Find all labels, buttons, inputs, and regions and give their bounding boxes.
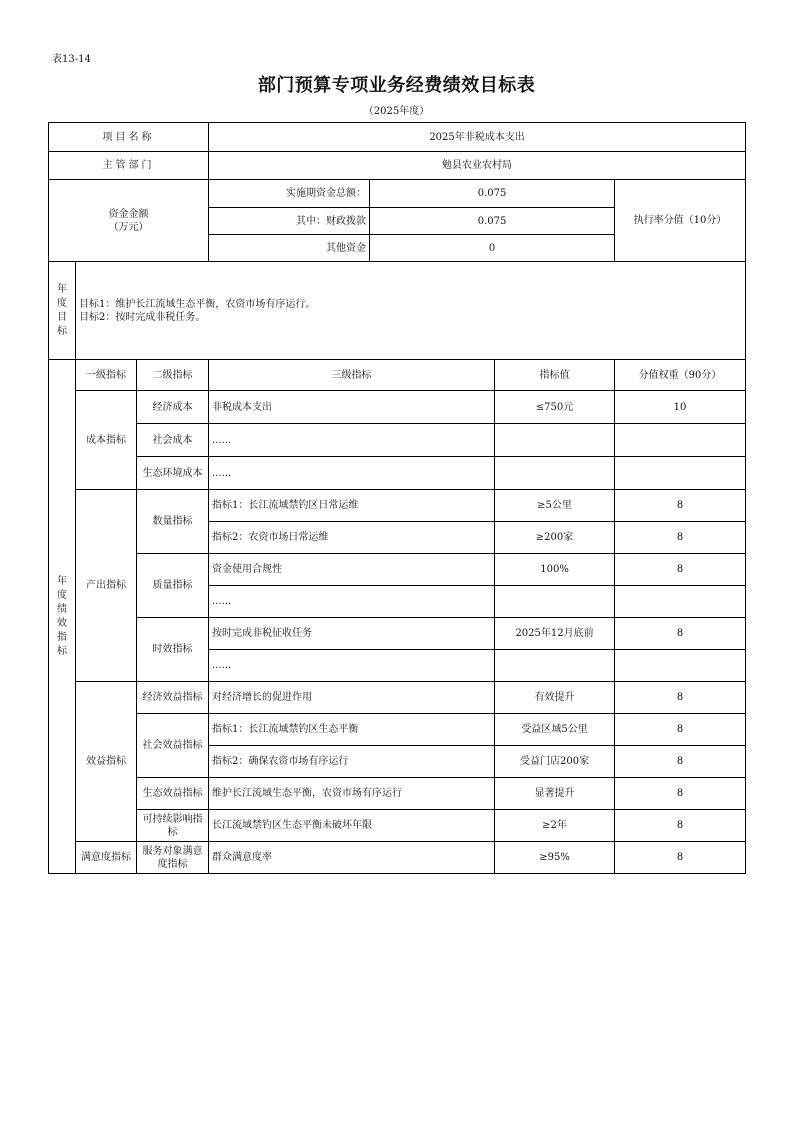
satisfaction-indicator: 群众满意度率 <box>209 842 495 874</box>
header-value: 指标值 <box>495 360 615 391</box>
project-name-row <box>49 123 746 152</box>
output-quantity-label: 数量指标 <box>137 490 209 554</box>
project-name-label: 项目名称 <box>49 123 209 152</box>
empty-cell <box>615 650 746 682</box>
benefit-social-value-2: 受益门店200家 <box>495 746 615 778</box>
benefit-social-weight-2: 8 <box>615 746 746 778</box>
cost-social-label: 社会成本 <box>137 424 209 457</box>
header-level2: 二级指标 <box>137 360 209 391</box>
page-title: 部门预算专项业务经费绩效目标表 <box>257 75 536 96</box>
benefit-social-label: 社会效益指标 <box>137 714 209 778</box>
cost-eco-label: 生态环境成本 <box>137 457 209 490</box>
header-weight: 分值权重（90分） <box>615 360 746 391</box>
benefit-sustain-value: ≥2年 <box>495 810 615 842</box>
output-quantity-indicator-1: 指标1：长江流域禁钓区日常运维 <box>209 490 495 522</box>
header-level1: 一级指标 <box>76 360 137 391</box>
benefit-social-weight-1: 8 <box>615 714 746 746</box>
funds-label-line1: 资金金额 <box>108 208 149 220</box>
execution-score-label: 执行率分值（10分） <box>615 180 746 262</box>
benefit-social-value-1: 受益区域5公里 <box>495 714 615 746</box>
output-quality-indicator-2: ...... <box>209 586 495 618</box>
empty-cell <box>495 586 615 618</box>
table-row <box>49 810 746 842</box>
funds-fiscal-value: 0.075 <box>370 208 615 235</box>
year-note: （2025年度） <box>363 106 430 117</box>
output-timeliness-indicator-1: 按时完成非税征收任务 <box>209 618 495 650</box>
annual-goal-label: 年度目标 <box>49 262 76 360</box>
satisfaction-value: ≥95% <box>495 842 615 874</box>
table-row <box>49 391 746 424</box>
benefit-eco-value: 显著提升 <box>495 778 615 810</box>
funds-total-value: 0.075 <box>370 180 615 208</box>
empty-cell <box>495 650 615 682</box>
annual-goal-row <box>49 262 746 360</box>
funds-other-value: 0 <box>370 235 615 262</box>
funds-total-row <box>49 180 746 208</box>
benefit-eco-label: 生态效益指标 <box>137 778 209 810</box>
empty-cell <box>615 457 746 490</box>
cost-indicator-label: 成本指标 <box>76 391 137 490</box>
output-timeliness-label: 时效指标 <box>137 618 209 682</box>
funds-label-line2: （万元） <box>108 221 149 233</box>
output-indicator-label: 产出指标 <box>76 490 137 682</box>
project-name-value: 2025年非税成本支出 <box>209 123 746 152</box>
benefit-econ-weight: 8 <box>615 682 746 714</box>
table-row <box>49 842 746 874</box>
satisfaction-weight: 8 <box>615 842 746 874</box>
cost-econ-indicator: 非税成本支出 <box>209 391 495 424</box>
benefit-eco-indicator: 维护长江流域生态平衡，农资市场有序运行 <box>209 778 495 810</box>
output-quantity-weight-1: 8 <box>615 490 746 522</box>
department-label: 主管部门 <box>49 152 209 180</box>
output-quantity-value-1: ≥5公里 <box>495 490 615 522</box>
benefit-indicator-label: 效益指标 <box>76 682 137 842</box>
table-number: 表13-14 <box>52 54 91 65</box>
benefit-sustain-indicator: 长江流域禁钓区生态平衡未破坏年限 <box>209 810 495 842</box>
empty-cell <box>495 424 615 457</box>
performance-target-table <box>48 122 746 874</box>
annual-goal-2: 目标2：按时完成非税任务。 <box>79 311 206 323</box>
funds-other-label: 其他资金 <box>209 235 370 262</box>
benefit-econ-label: 经济效益指标 <box>137 682 209 714</box>
cost-eco-indicator: ...... <box>209 457 495 490</box>
cost-econ-label: 经济成本 <box>137 391 209 424</box>
empty-cell <box>495 457 615 490</box>
empty-cell <box>615 586 746 618</box>
annual-goal-content <box>76 262 746 360</box>
output-quantity-weight-2: 8 <box>615 522 746 554</box>
cost-social-indicator: ...... <box>209 424 495 457</box>
output-timeliness-weight-1: 8 <box>615 618 746 650</box>
annual-goal-1: 目标1：维护长江流域生态平衡，农资市场有序运行。 <box>79 298 316 310</box>
funds-fiscal-label: 其中：财政拨款 <box>209 208 370 235</box>
empty-cell <box>615 424 746 457</box>
benefit-econ-indicator: 对经济增长的促进作用 <box>209 682 495 714</box>
indicator-section-label: 年度绩效指标 <box>49 360 76 874</box>
satisfaction-sub-label: 服务对象满意度指标 <box>137 842 209 874</box>
table-row <box>49 424 746 457</box>
benefit-sustain-label: 可持续影响指标 <box>137 810 209 842</box>
funds-label <box>49 180 209 262</box>
output-quantity-value-2: ≥200家 <box>495 522 615 554</box>
output-timeliness-value-1: 2025年12月底前 <box>495 618 615 650</box>
output-quality-indicator-1: 资金使用合规性 <box>209 554 495 586</box>
satisfaction-indicator-label: 满意度指标 <box>76 842 137 874</box>
table-row <box>49 490 746 522</box>
table-row <box>49 682 746 714</box>
benefit-social-indicator-1: 指标1：长江流域禁钓区生态平衡 <box>209 714 495 746</box>
benefit-social-indicator-2: 指标2：确保农资市场有序运行 <box>209 746 495 778</box>
benefit-sustain-weight: 8 <box>615 810 746 842</box>
department-value: 勉县农业农村局 <box>209 152 746 180</box>
department-row <box>49 152 746 180</box>
output-quality-value-1: 100% <box>495 554 615 586</box>
benefit-eco-weight: 8 <box>615 778 746 810</box>
table-row <box>49 714 746 746</box>
table-row <box>49 457 746 490</box>
header-level3: 三级指标 <box>209 360 495 391</box>
funds-total-label: 实施期资金总额： <box>209 180 370 208</box>
indicator-header-row <box>49 360 746 391</box>
table-row <box>49 778 746 810</box>
output-quality-weight-1: 8 <box>615 554 746 586</box>
output-quality-label: 质量指标 <box>137 554 209 618</box>
output-quantity-indicator-2: 指标2：农资市场日常运维 <box>209 522 495 554</box>
cost-econ-value: ≤750元 <box>495 391 615 424</box>
table-row <box>49 554 746 586</box>
benefit-econ-value: 有效提升 <box>495 682 615 714</box>
table-row <box>49 618 746 650</box>
output-timeliness-indicator-2: ...... <box>209 650 495 682</box>
cost-econ-weight: 10 <box>615 391 746 424</box>
